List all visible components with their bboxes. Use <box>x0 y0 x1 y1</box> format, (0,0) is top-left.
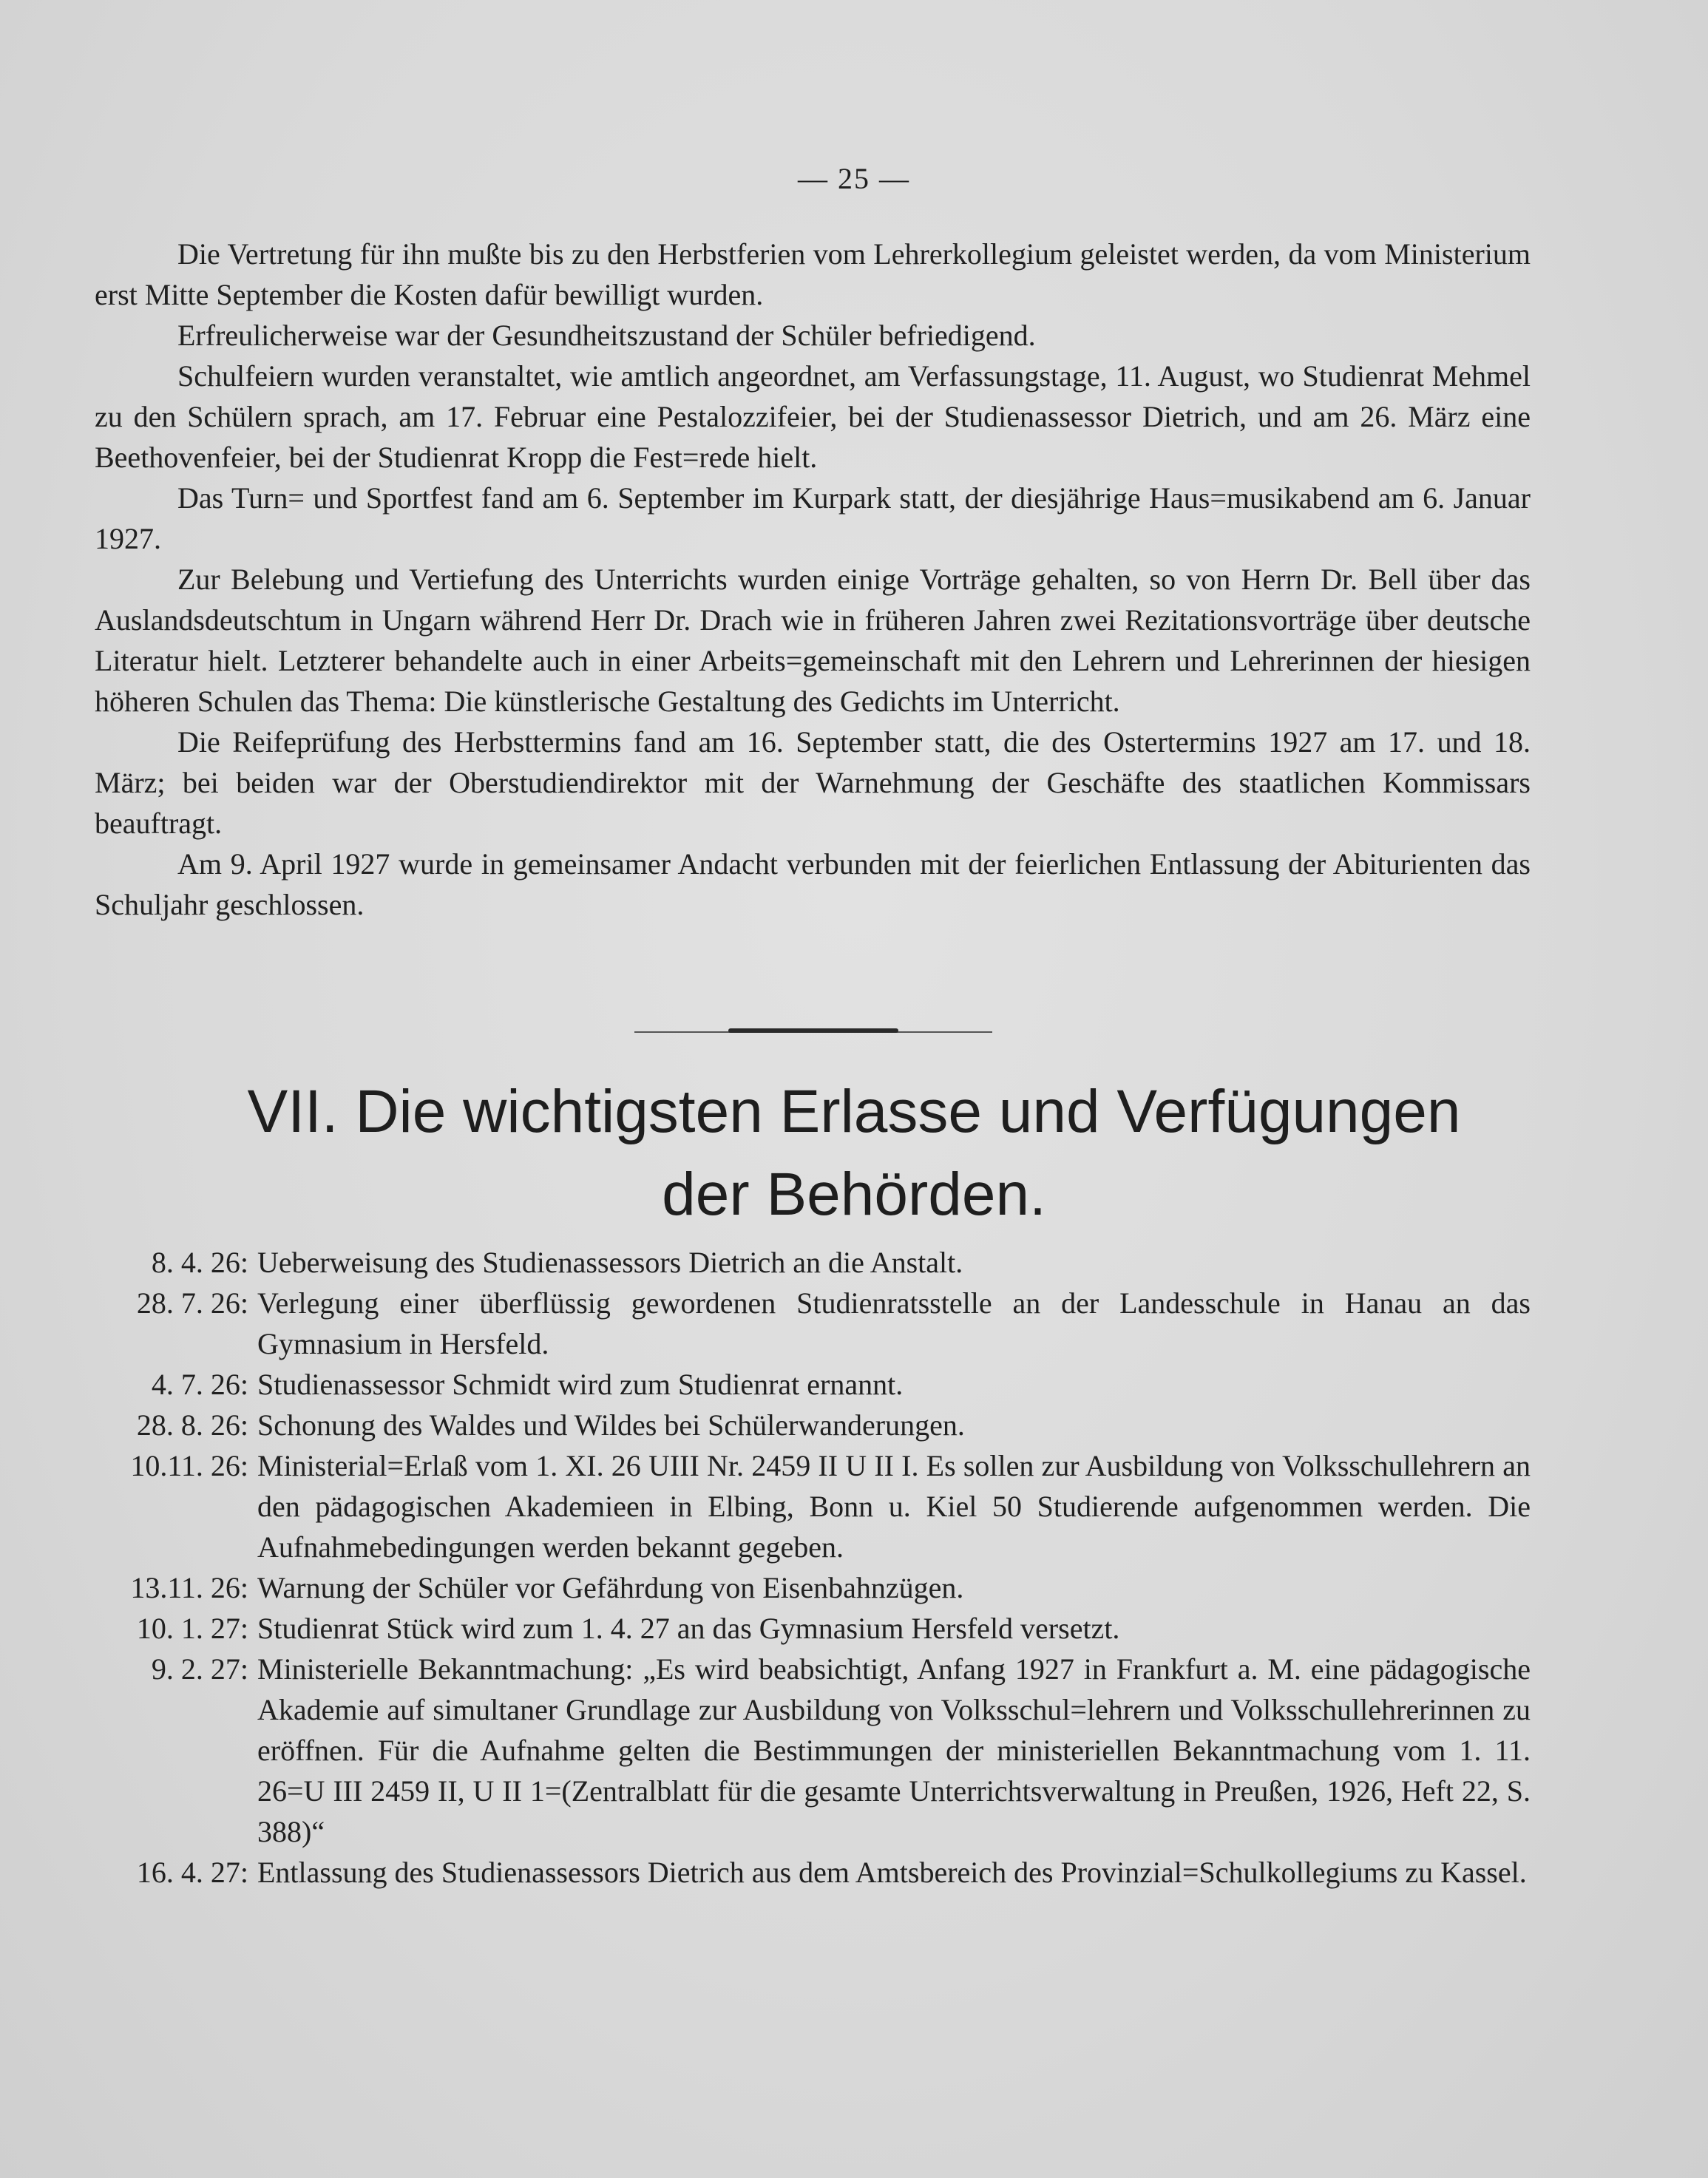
decree-date: 8. 4. 26: <box>151 1246 248 1279</box>
decree-date: 10. 1. 27: <box>136 1612 248 1645</box>
paragraph-school-year-close: Am 9. April 1927 wurde in gemeinsamer Andacht verbunden mit der feierlichen Entlassung der Abiturienten das Schuljahr geschlossen. <box>95 847 1531 921</box>
decree-item <box>95 1405 1531 1445</box>
decree-date: 9. 2. 27: <box>151 1652 248 1686</box>
section-divider-center <box>728 1028 898 1033</box>
body-text <box>95 234 1531 925</box>
decree-text: Studienrat Stück wird zum 1. 4. 27 an das Gymnasium Hersfeld versetzt. <box>257 1612 1120 1645</box>
decree-item <box>95 1567 1531 1608</box>
paragraph-sports-festival: Das Turn= und Sportfest fand am 6. September im Kurpark statt, der diesjährige Haus=musikabend am 6. Januar 1927. <box>95 481 1531 555</box>
paragraph-health: Erfreulicherweise war der Gesundheitszustand der Schüler befriedigend. <box>177 319 1036 352</box>
decree-text: Ministerielle Bekanntmachung: „Es wird beabsichtigt, Anfang 1927 in Frankfurt a. M. eine pädagogische Akademie auf simultaner Grundlage zur Ausbildung von Volksschul=lehrern und Volksschullehrerinnen zu eröffnen. Für die Aufnahme gelten die Bestimmungen der ministeriellen Bekanntmachung vom 1. 11. 26=U III 2459 II, U II 1=(Zentralblatt für die gesamte Unterrichtsverwaltung in Preußen, 1926, Heft 22, S. 388)“ <box>257 1652 1531 1848</box>
decree-item <box>95 1242 1531 1283</box>
decree-text: Verlegung einer überflüssig gewordenen Studienratsstelle an der Landesschule in Hanau an das Gymnasium in Hersfeld. <box>257 1286 1531 1360</box>
decree-item <box>95 1852 1531 1893</box>
decree-text: Warnung der Schüler vor Gefährdung von Eisenbahnzügen. <box>257 1571 964 1604</box>
decree-date: 4. 7. 26: <box>151 1368 248 1401</box>
section-heading-line-2: der Behörden. <box>662 1161 1046 1228</box>
decree-item <box>95 1608 1531 1649</box>
section-heading <box>0 1071 1708 1236</box>
decree-item <box>95 1283 1531 1364</box>
decree-date: 13.11. 26: <box>130 1571 248 1604</box>
paragraph-substitution: Die Vertretung für ihn mußte bis zu den Herbstferien vom Lehrerkollegium geleistet werden, da vom Ministerium erst Mitte September die Kosten dafür bewilligt wurden. <box>95 237 1531 311</box>
decree-date: 28. 7. 26: <box>136 1286 248 1320</box>
section-heading-line-1: VII. Die wichtigsten Erlasse und Verfügungen <box>247 1078 1461 1145</box>
decree-date: 16. 4. 27: <box>136 1856 248 1889</box>
decree-text: Schonung des Waldes und Wildes bei Schülerwanderungen. <box>257 1408 965 1442</box>
paragraph-lectures: Zur Belebung und Vertiefung des Unterrichts wurden einige Vorträge gehalten, so von Herrn Dr. Bell über das Auslandsdeutschtum in Ungarn während Herr Dr. Drach wie in früheren Jahren zwei Rezitationsvorträge über deutsche Literatur hielt. Letzterer behandelte auch in einer Arbeits=gemeinschaft mit den Lehrern und Lehrerinnen der hiesigen höheren Schulen das Thema: Die künstlerische Gestaltung des Gedichts im Unterricht. <box>95 563 1531 718</box>
decree-date: 10.11. 26: <box>130 1449 248 1482</box>
paragraph-school-celebrations: Schulfeiern wurden veranstaltet, wie amtlich angeordnet, am Verfassungstage, 11. August, wo Studienrat Mehmel zu den Schülern sprach, am 17. Februar eine Pestalozzifeier, bei der Studienassessor Dietrich, und am 26. März eine Beethovenfeier, bei der Studienrat Kropp die Fest=rede hielt. <box>95 359 1531 474</box>
decree-text: Ministerial=Erlaß vom 1. XI. 26 UIII Nr. 2459 II U II I. Es sollen zur Ausbildung von Volksschullehrern an den pädagogischen Akademieen in Elbing, Bonn u. Kiel 50 Studierende aufgenommen werden. Die Aufnahmebedingungen werden bekannt gegeben. <box>257 1449 1531 1564</box>
decree-list <box>95 1242 1531 1893</box>
paragraph-final-exams: Die Reifeprüfung des Herbsttermins fand am 16. September statt, die des Ostertermins 1927 am 17. und 18. März; bei beiden war der Oberstudiendirektor mit der Warnehmung der Geschäfte des staatlichen Kommissars beauftragt. <box>95 725 1531 840</box>
decree-text: Entlassung des Studienassessors Dietrich aus dem Amtsbereich des Provinzial=Schulkollegiums zu Kassel. <box>257 1856 1527 1889</box>
decree-item <box>95 1445 1531 1567</box>
decree-text: Studienassessor Schmidt wird zum Studienrat ernannt. <box>257 1368 904 1401</box>
decree-item <box>95 1364 1531 1405</box>
decree-date: 28. 8. 26: <box>136 1408 248 1442</box>
decree-item <box>95 1649 1531 1852</box>
page-number: — 25 — <box>798 162 910 195</box>
decree-text: Ueberweisung des Studienassessors Dietrich an die Anstalt. <box>257 1246 963 1279</box>
